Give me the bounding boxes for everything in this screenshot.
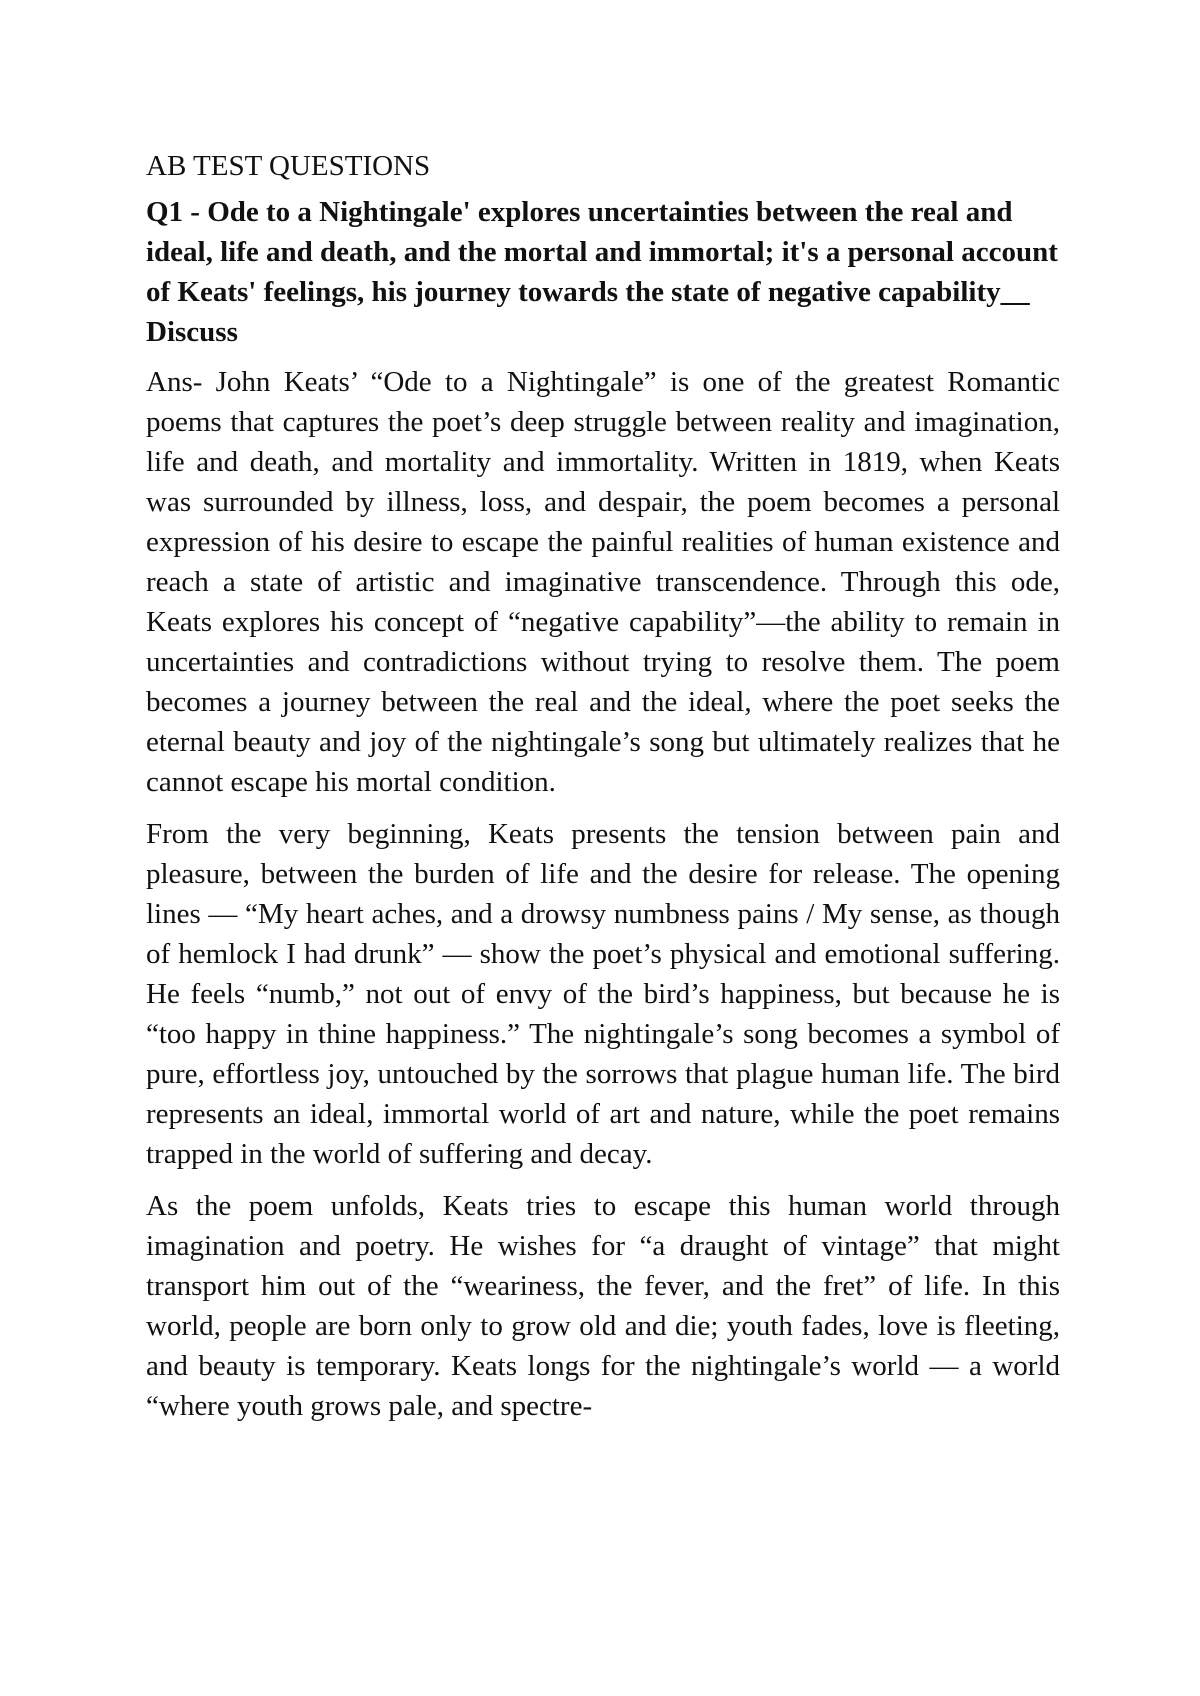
document-heading: AB TEST QUESTIONS [146, 150, 431, 182]
document-body [146, 146, 1060, 1438]
question-text: Q1 - Ode to a Nightingale' explores uncertainties between the real and ideal, life and death, and the mortal and immortal; it's a personal account of Keats' feelings, his journey towards the state of negative capability__ Discuss [146, 196, 1058, 348]
answer-paragraph-3: As the poem unfolds, Keats tries to escape this human world through imagination and poetry. He wishes for “a draught of vintage” that might transport him out of the “weariness, the fever, and the fret” of life. In this world, people are born only to grow old and die; youth fades, love is fleeting, and beauty is temporary. Keats longs for the nightingale’s world — a world “where youth grows pale, and spectre- [146, 1190, 1060, 1422]
answer-paragraph-2: From the very beginning, Keats presents the tension between pain and pleasure, between the burden of life and the desire for release. The opening lines — “My heart aches, and a drowsy numbness pains / My sense, as though of hemlock I had drunk” — show the poet’s physical and emotional suffering. He feels “numb,” not out of envy of the bird’s happiness, but because he is “too happy in thine happiness.” The nightingale’s song becomes a symbol of pure, effortless joy, untouched by the sorrows that plague human life. The bird represents an ideal, immortal world of art and nature, while the poet remains trapped in the world of suffering and decay. [146, 818, 1060, 1170]
answer-paragraph-1: Ans- John Keats’ “Ode to a Nightingale” is one of the greatest Romantic poems that captures the poet’s deep struggle between reality and imagination, life and death, and mortality and immortality. Written in 1819, when Keats was surrounded by illness, loss, and despair, the poem becomes a personal expression of his desire to escape the painful realities of human existence and reach a state of artistic and imaginative transcendence. Through this ode, Keats explores his concept of “negative capability”—the ability to remain in uncertainties and contradictions without trying to resolve them. The poem becomes a journey between the real and the ideal, where the poet seeks the eternal beauty and joy of the nightingale’s song but ultimately realizes that he cannot escape his mortal condition. [146, 366, 1060, 798]
